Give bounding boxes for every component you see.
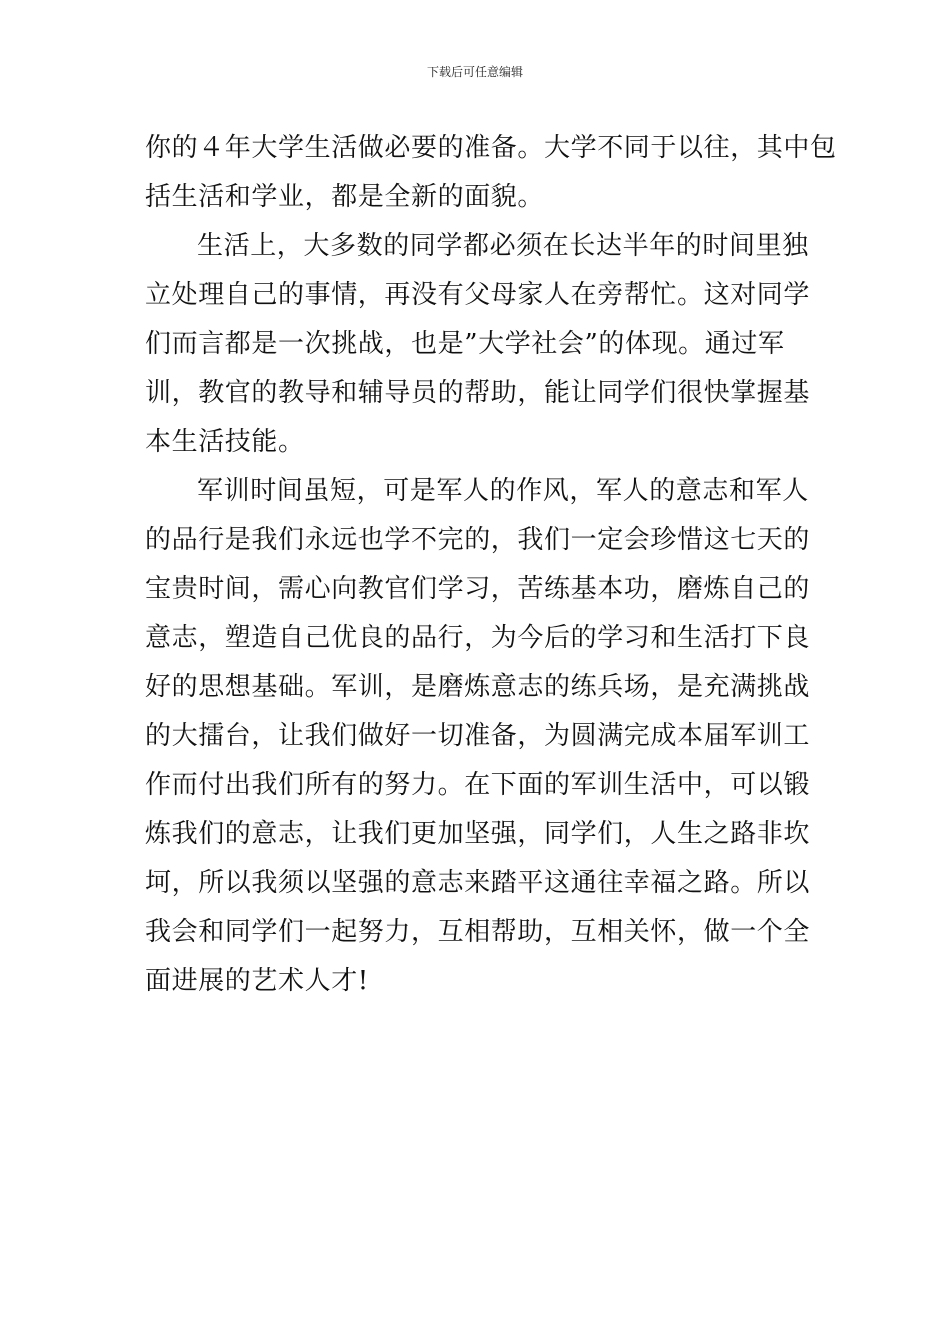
paragraph-line: 我会和同学们一起努力，互相帮助，互相关怀，做一个全 [145,917,811,947]
paragraph-2 [145,222,810,467]
paragraph-1 [145,124,837,222]
paragraph-line: 立处理自己的事情，再没有父母家人在旁帮忙。这对同学 [145,280,811,310]
paragraph-line: 本生活技能。 [145,427,305,457]
paragraph-3 [145,467,810,1006]
paragraph-line: 宝贵时间，需心向教官们学习，苦练基本功，磨炼自己的 [145,574,811,604]
paragraph-line: 括生活和学业，都是全新的面貌。 [145,182,545,212]
paragraph-line: 的品行是我们永远也学不完的，我们一定会珍惜这七天的 [145,525,811,555]
paragraph-line: 炼我们的意志，让我们更加坚强，同学们，人生之路非坎 [145,819,811,849]
paragraph-line: 好的思想基础。军训，是磨炼意志的练兵场，是充满挑战 [145,672,811,702]
document-body [145,124,837,1006]
paragraph-line: 训，教官的教导和辅导员的帮助，能让同学们很快掌握基 [145,378,811,408]
paragraph-line: 意志，塑造自己优良的品行，为今后的学习和生活打下良 [145,623,811,653]
paragraph-line: 生活上，大多数的同学都必须在长达半年的时间里独 [197,231,809,261]
paragraph-line: 作而付出我们所有的努力。在下面的军训生活中，可以锻 [145,770,811,800]
paragraph-line: 的大擂台，让我们做好一切准备，为圆满完成本届军训工 [145,721,811,751]
paragraph-line: 你的４年大学生活做必要的准备。大学不同于以往，其中包 [145,133,837,163]
paragraph-line: 坷，所以我须以坚强的意志来踏平这通往幸福之路。所以 [145,868,811,898]
paragraph-line: 军训时间虽短，可是军人的作风，军人的意志和军人 [197,476,809,506]
paragraph-line: 们而言都是一次挑战，也是”大学社会”的体现。通过军 [145,329,785,359]
page-header: 下载后可任意编辑 [426,65,523,79]
paragraph-line: 面进展的艺术人才! [145,966,369,996]
